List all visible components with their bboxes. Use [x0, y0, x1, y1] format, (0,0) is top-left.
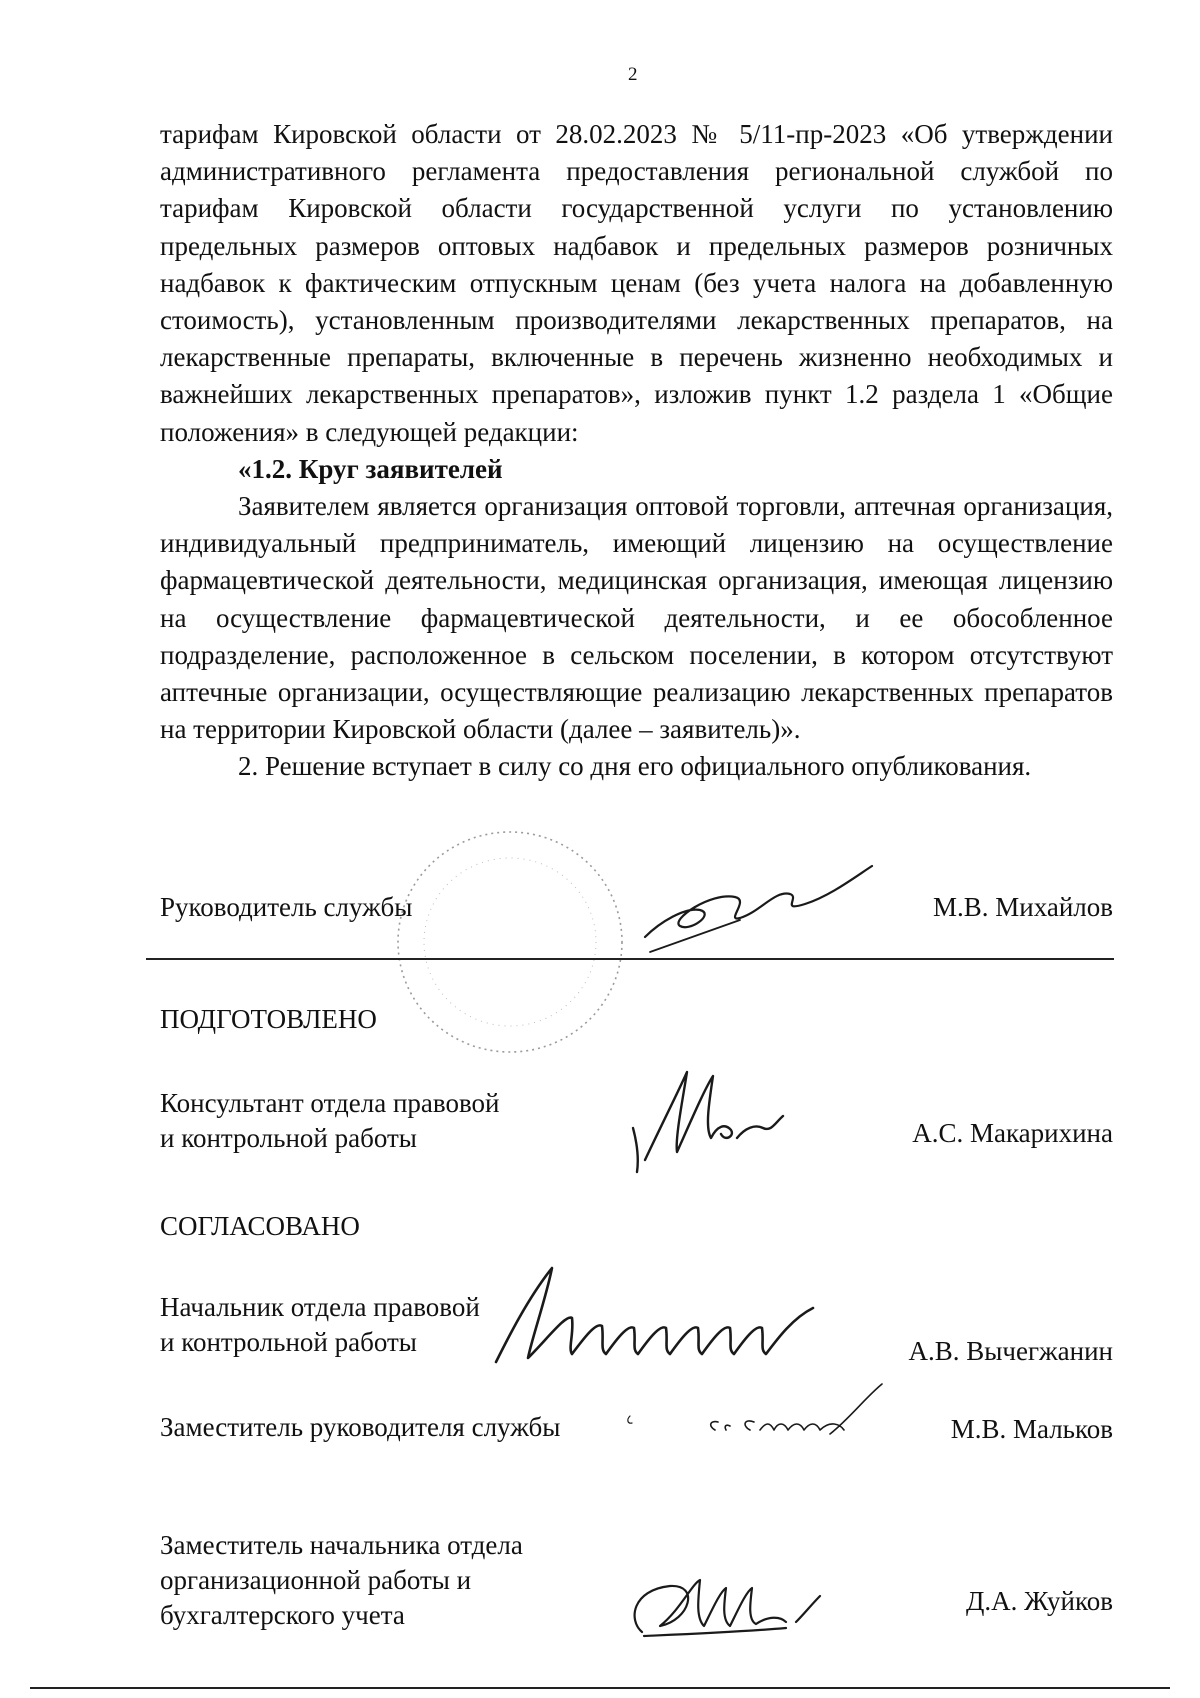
agreed-signature-1-mark [488, 1258, 828, 1366]
agreed-heading: СОГЛАСОВАНО [160, 1211, 360, 1241]
agreed-title-2: Заместитель руководителя службы [160, 1412, 561, 1442]
section-heading: «1.2. Круг заявителей [238, 453, 503, 484]
applicants-paragraph: Заявителем является организация оптовой торговли, аптечная организация, индивидуальный предприниматель, имеющий лицензию на осуществление фармацевтической деятельности, медицинская организация, имеющая лицензию на осуществление фармацевтической деятельности, и ее обособленное подразделение, расположенное в сельском поселении, в котором отсутствуют аптечные организации, осуществляющие реализацию лекарственных препаратов на территории Кировской области (далее – заявитель)». [160, 491, 1113, 745]
decision-body [160, 116, 1113, 786]
prepared-title: Консультант отдела правовой и контрольной работы [160, 1088, 500, 1153]
effective-date-paragraph: 2. Решение вступает в силу со дня его официального опубликования. [238, 751, 1032, 782]
page-bottom-rule [30, 1687, 1170, 1689]
head-signature-mark [640, 852, 880, 962]
official-stamp-mark [380, 820, 640, 1060]
agreed-name-3: Д.А. Жуйков [966, 1586, 1113, 1616]
agreed-name-1: А.В. Вычегжанин [908, 1336, 1113, 1366]
agreed-signature-3-mark [620, 1570, 840, 1650]
agreed-title-1: Начальник отдела правовой и контрольной работы [160, 1292, 480, 1357]
page-number: 2 [628, 64, 638, 85]
signature-divider [146, 958, 1114, 960]
prepared-signature-mark [625, 1068, 795, 1178]
agreed-name-2: М.В. Мальков [950, 1414, 1113, 1444]
head-name: М.В. Михайлов [932, 892, 1113, 922]
prepared-name: А.С. Макарихина [912, 1118, 1113, 1148]
agreed-title-3: Заместитель начальника отдела организационной работы и бухгалтерского учета [160, 1530, 523, 1630]
prepared-heading: ПОДГОТОВЛЕНО [160, 1004, 377, 1034]
continuation-paragraph: тарифам Кировской области от 28.02.2023 № 5/11-пр-2023 «Об утверждении административного регламента предоставления региональной службой по тарифам Кировской области государственной услуги по установлению предельных размеров оптовых надбавок и предельных размеров розничных надбавок к фактическим отпускным ценам (без учета налога на добавленную стоимость), установленным производителями лекарственных препаратов, на лекарственные препараты, включенные в перечень жизненно необходимых и важнейших лекарственных препаратов», изложив пункт 1.2 раздела 1 «Общие положения» в следующей редакции: [160, 119, 1113, 447]
head-title: Руководитель службы [160, 892, 413, 922]
